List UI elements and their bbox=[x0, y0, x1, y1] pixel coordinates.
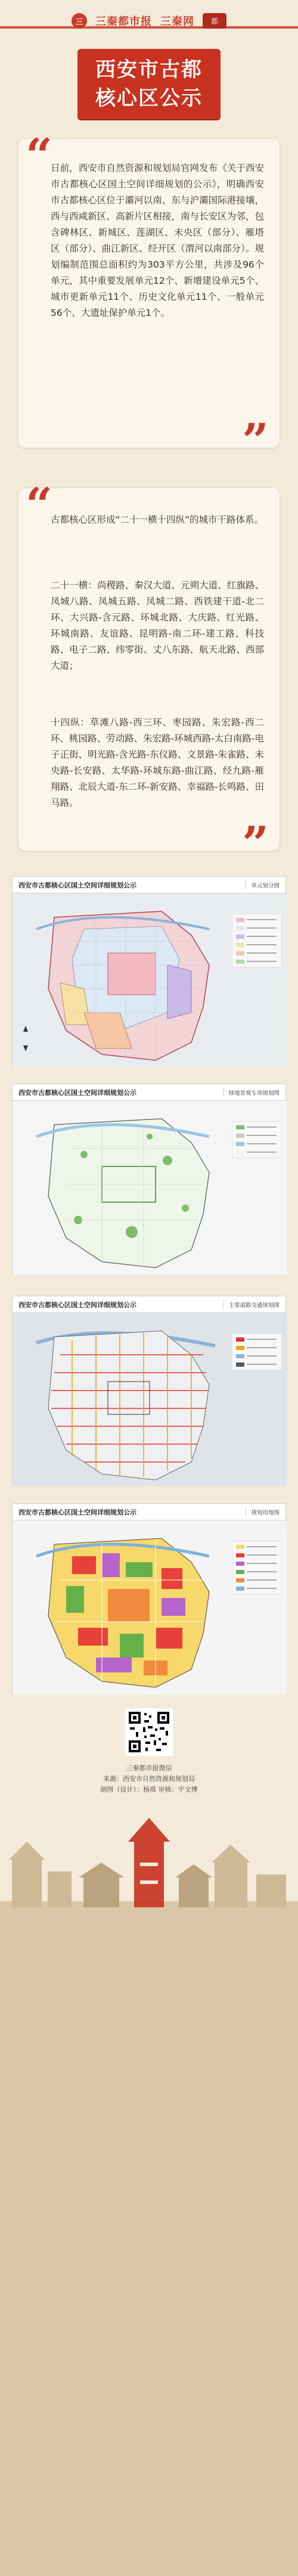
wechat-qr-code[interactable] bbox=[125, 1708, 173, 1756]
map-title: 西安市古都核心区国土空间详细规划公示 bbox=[18, 1508, 136, 1516]
roads-vertical: 十四纵：草滩八路-西三环、枣园路、朱宏路-西二环、桃园路、劳动路、朱宏路-环城西路-太白南路-电子正街、明光路-含光路-东仪路、文景路-朱雀路、未央路-长安路、太华路-环城东路-曲江路、经九路-雁翔路、北辰大道-东二环-新安路、幸福路-长鸣路、田马路。 bbox=[51, 717, 264, 808]
title-line-1: 西安市古都 bbox=[95, 58, 203, 82]
quote-open-icon: “ bbox=[26, 129, 52, 183]
title-line-2: 核心区公示 bbox=[95, 86, 203, 110]
map-header bbox=[13, 1296, 285, 1313]
logo-icon: 三 bbox=[72, 13, 87, 29]
footer-source: 来源：西安市自然资源和规划局 bbox=[103, 1775, 195, 1783]
map-header bbox=[13, 877, 285, 893]
map-subtitle: 绿地景观专项规划图 bbox=[223, 1088, 280, 1097]
quote-close-icon: ” bbox=[242, 414, 269, 468]
map-legend bbox=[232, 1541, 282, 1594]
map-subtitle: 单元划分图 bbox=[246, 881, 280, 889]
map-header bbox=[13, 1504, 285, 1520]
roads-card bbox=[18, 478, 280, 871]
roads-horizontal: 二十一横：尚稷路、秦汉大道、元朔大道、红旗路、凤城八路、凤城五路、凤城二路、西铁建干道-北二环、大兴路-含元路、环城北路、大庆路、红光路、环城南路、友谊路、昆明路-南二环-建工路、科技路、电子二路、纬零街、丈八东路、航天北路、西部大道； bbox=[51, 580, 264, 671]
map-image bbox=[13, 893, 285, 1066]
intro-text: 日前，西安市自然资源和规划局官网发布《关于西安市古都核心区国土空间详细规划的公示》，明确西安市古都核心区位于灞河以南、东与沪灞国际港接壤，西与西咸新区、高新片区相接，南与长安区为邻，包含碑林区、新城区、莲湖区、未央区（部分）、雁塔区（部分）、曲江新区、经开区（渭河以南部分）。规划编制范围总面积约为303平方公里，共涉及96个单元，其中重要发展单元12个、新增建设单元5个、城市更新单元11个、历史文化单元11个、一般单元56个、大遗址保护单元1个。 bbox=[51, 163, 264, 318]
map-title: 西安市古都核心区国土空间详细规划公示 bbox=[18, 881, 136, 889]
roads-intro: 古都核心区形成“二十一横十四纵”的城市干路体系。 bbox=[51, 514, 264, 525]
map-legend bbox=[232, 1333, 282, 1370]
map-panel-roads bbox=[12, 1296, 286, 1485]
map-subtitle: 规划用地图 bbox=[246, 1508, 280, 1516]
footer-credits: 制图（设计）：杨琪 审核：宇文博 bbox=[100, 1786, 198, 1793]
map-image bbox=[13, 1101, 285, 1274]
brand-right: 三秦网 bbox=[160, 15, 194, 28]
map-legend bbox=[232, 1121, 282, 1158]
map-title: 西安市古都核心区国土空间详细规划公示 bbox=[18, 1088, 136, 1097]
seal-icon: 都 bbox=[203, 13, 226, 29]
footer-caption: 三秦都市报微信 bbox=[126, 1764, 172, 1772]
map-legend bbox=[232, 914, 282, 967]
city-skyline-illustration bbox=[0, 1806, 298, 2576]
map-panel-landuse bbox=[12, 1503, 286, 1694]
quote-open-icon: “ bbox=[26, 478, 52, 532]
quote-close-icon: ” bbox=[242, 817, 269, 871]
qr-code-icon bbox=[128, 1711, 170, 1753]
map-panel-green bbox=[12, 1084, 286, 1274]
map-image bbox=[13, 1313, 285, 1485]
brand-bar bbox=[0, 0, 298, 42]
map-image bbox=[13, 1520, 285, 1693]
page-title bbox=[77, 49, 221, 119]
intro-card bbox=[18, 129, 280, 468]
brand-left: 三秦都市报 bbox=[95, 15, 152, 28]
map-subtitle: 主要道路交通规划图 bbox=[223, 1301, 280, 1309]
map-title: 西安市古都核心区国土空间详细规划公示 bbox=[18, 1301, 136, 1309]
map-header bbox=[13, 1084, 285, 1101]
map-panel-units bbox=[12, 876, 286, 1067]
